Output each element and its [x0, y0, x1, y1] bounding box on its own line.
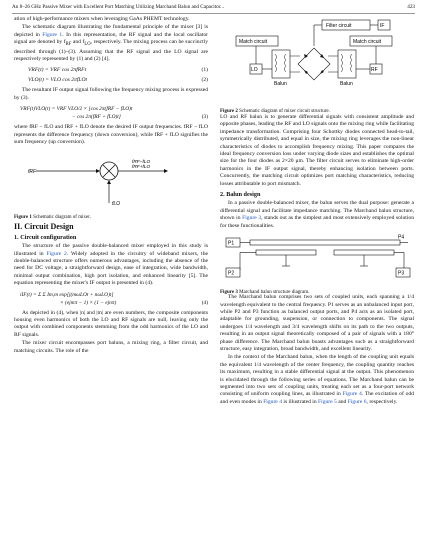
figure-link[interactable]: Figure 4: [342, 391, 362, 398]
port-p3-label: P3: [398, 270, 405, 277]
match-circuit-label: Match circuit: [353, 39, 382, 45]
port-p4-label: P4: [398, 234, 405, 241]
difference-frequency-label: fRF−fLO: [132, 160, 151, 166]
figure-3: [220, 234, 414, 294]
paragraph: The Marchand balun comprises two sets of coupled units, each spanning a 1/4 wavelength equivalent to the central frequency. P1 serves as an unbalanced input port, while P2 and P3 function as balanced output ports, and P4 acts as an isolated port, adaptable for grounding, suspension, or connection to components. The signal undergoes 1/4 wavelength and 3/4 wavelength shifts on its path to the two outputs, resulting in an output signal theoretically composed of a pair of signals with a 180° phase difference. The Marchand balun boasts advantages such as a straightforward structure, easy integration, broad bandwidth, and excellent linearity.: [220, 294, 414, 352]
paragraph: The resultant IF output signal following the frequency mixing process is expressed by (3).: [14, 87, 208, 101]
figure-link[interactable]: Figure 1: [42, 31, 63, 38]
balun-label: Balun: [274, 81, 287, 87]
port-p1-label: P1: [228, 240, 235, 247]
balun-label: Balun: [340, 81, 353, 87]
equation-1: VRF(t) = VRF cos 2πfRFt (1): [28, 66, 208, 73]
mixer-schematic-diagram: [14, 147, 208, 209]
subsection-heading: 1. Circuit configuration: [14, 233, 77, 241]
figure-1: [14, 147, 208, 220]
paragraph: As depicted in (4), when |n| and |m| are even numbers, the composite components housing even harmonics of both the LO and RF signals are null, leaving only the output with combined components stemming from the odd harmonics of the LO and RF signals.: [14, 309, 208, 338]
paragraph: ation of high-performance mixers when leveraging GaAs PHEMT technology.: [14, 16, 190, 22]
subsection-heading: 2. Balun design: [220, 191, 261, 199]
paragraph: LO and RF balun is to generate differential signals with consistent amplitude and opposite phases, leading the RF and LO signals onto the mixing ring while facilitating impedance transformation. Comprising four Schottky diodes connected head-to-tail, symmetrically distributed, and equal in size, the mixing ring leverages the non-linear characteristics of diodes to accomplish frequency mixing. This paper compares the ideal frequency conversion loss under varying diode sizes and establishes the optimal size for the four diodes as 2×20 μm. The filter circuit serves to eliminate high-order harmonics in the IF output signal, thereby enhancing isolation between ports. Concurrently, the matching circuit optimizes port matching characteristics, reducing losses attributable to port mismatch.: [220, 114, 414, 187]
marchand-balun-diagram: [220, 234, 414, 284]
running-header: [12, 4, 415, 14]
coupled-line-upper: [250, 240, 400, 245]
rf-port-label: RF: [371, 67, 378, 73]
port-p2-label: P2: [228, 270, 235, 277]
if-port-label: IF: [380, 23, 385, 29]
figure-link[interactable]: Figure 4: [263, 398, 282, 405]
balun-block: [272, 50, 290, 78]
paragraph: where fRF − fLO and fRF + fLO denote the desired IF output frequencies. fRF − fLO represents the difference frequency (down conversion), while fRF + fLO signifies the sum frequency (up conversion).: [14, 124, 208, 145]
mixer-circuit-structure-diagram: [220, 16, 414, 104]
page-number: 423: [407, 4, 415, 10]
paragraph: The mixer circuit encompasses port baluns, a mixing ring, a filter circuit, and matching circuits. The role of the: [14, 340, 208, 354]
balun-block: [338, 50, 356, 78]
figure-link[interactable]: Figure 2: [46, 250, 67, 257]
coupled-line-lower-right: [334, 250, 394, 255]
coupled-line-lower-left: [256, 250, 316, 255]
figure-2-caption: Figure 2 Schematic diagram of mixer circuit structure.: [220, 109, 330, 115]
equation-3: VRF(t)VLO(t) = VRF VLO/2 × [cos 2π(fRF − fLO)t − cos 2π(fRF + fLO)t] (3): [20, 106, 208, 121]
figure-link[interactable]: Figure 3: [242, 215, 262, 222]
sum-frequency-label: fRF+fLO: [132, 165, 151, 171]
paragraph: In a passive double-balanced mixer, the balun serves the dual purpose: generate a differential signal and facilitate impedance matching. The Marchand balun structure, shown in Figure 3, stands out as the simplest and most extensively employed solution for these functionalities.: [220, 200, 414, 229]
section-heading: II. Circuit Design: [14, 222, 74, 232]
equation-2: VLO(t) = VLO cos 2πfLOt (2): [28, 76, 208, 83]
match-circuit-label: Match circuit: [239, 39, 268, 45]
paragraph: The structure of the passive double-balanced mixer employed in this study is illustrated in Figure 2. Widely adopted in the circuitry of wideband mixers, the double-balanced structure offers numerous advantages, including the absence of the need for DC voltage, a straightforward design, ease of integration, wide bandwidth, minimal output combination, high port isolation, and enhanced linearity [5]. The equation representing the mixer's IF output is presented in (4).: [14, 243, 208, 287]
left-column: [14, 16, 208, 356]
lo-port-label: LO: [251, 67, 258, 73]
figure-2: [220, 16, 414, 114]
paragraph: In the context of the Marchand balun, when the length of the coupling unit equals the equivalent 1/4 wavelength of the center frequency, the coupling quantity reaches its maximum, resulting in a stable differential signal at the output. This phenomenon is elucidated through the following series of equations. The Marchand balun can be segmented into two sets of coupling units, treating each set as a four-port network consisting of uniform coupling lines, as illustrated in Figure 4. The excitation of odd and even modes in Figure 4 is illustrated in Figure 5 and Figure 6, respectively.: [220, 354, 414, 405]
running-title: An 8–26 GHz Passive Mixer with Excellent Port Matching Utilizing Marchand Balun and Capacitor...: [12, 4, 225, 10]
paragraph: The schematic diagram illustrating the fundamental principle of the mixer [3] is depicted in Figure 1. In this representation, the RF signal and the local oscillator signal are denoted by $f_{RF}$ and $f_{LO}$, respectively. The mixing process can be succinctly described through (1)–(3). Assuming that the RF signal and the LO signal are respectively represented by (1) and (2) [4].: [14, 24, 208, 63]
figure-link[interactable]: Figure 5: [318, 398, 337, 405]
equation-4: iIF(t) = Σ Σ Im,m exp[j(mωLOt + nωLO)t] × (ejmπ − 1) × (1 − ejnπ) (4): [20, 291, 208, 306]
figure-1-caption: Figure 1 Schematic diagram of mixer.: [14, 214, 91, 220]
filter-circuit-label: Filter circuit: [326, 23, 352, 29]
right-column: [220, 16, 414, 407]
diode-ring: [298, 48, 330, 80]
figure-link[interactable]: Figure 6: [347, 398, 367, 405]
lo-frequency-label: fLO: [112, 201, 121, 208]
rf-frequency-label: fRF: [28, 169, 37, 176]
figure-3-caption: Figure 3 Marchand balun structure diagram.: [220, 289, 310, 295]
